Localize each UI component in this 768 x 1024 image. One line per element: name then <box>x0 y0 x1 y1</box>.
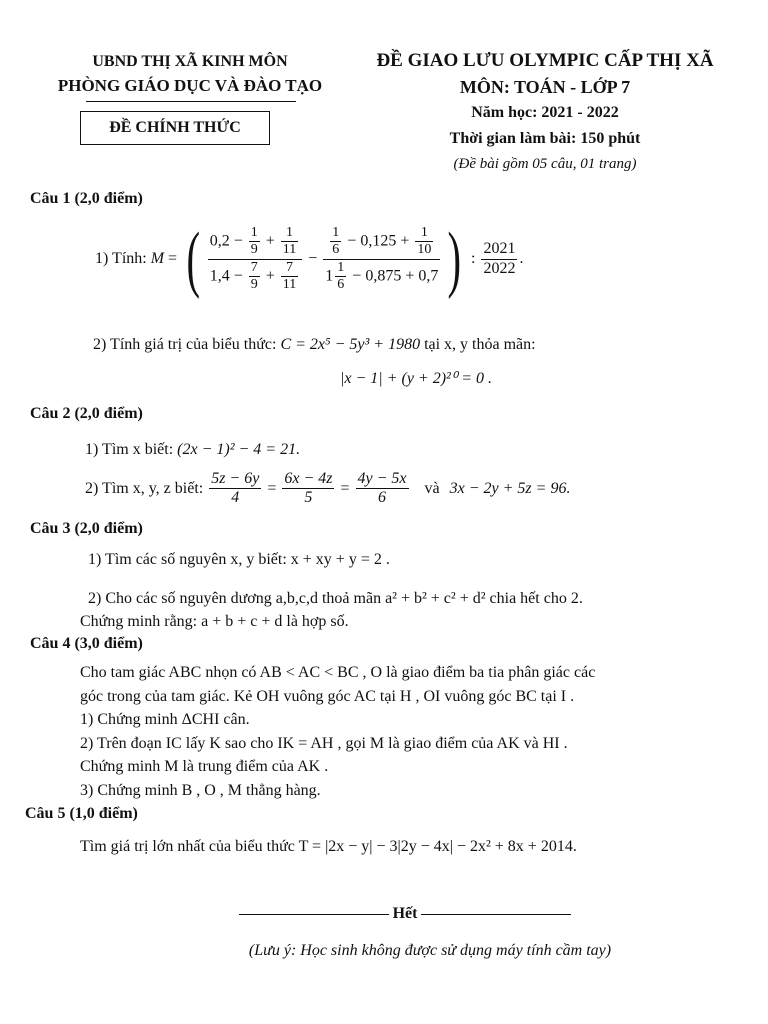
q2-fraction-2: $\frac{6x - 4z}{5}$ <box>284 470 333 507</box>
q2-equation-1: (2x − 1)² − 4 = 21. <box>177 441 301 458</box>
question-4-line-6: 3) Chứng minh B , O , M thẳng hàng. <box>80 782 321 799</box>
calculator-note: (Lưu ý: Học sinh không được sử dụng máy tính cầm tay) <box>248 942 612 959</box>
exam-page-note: (Đề bài gồm 05 câu, 01 trang) <box>453 156 637 172</box>
question-1-part-2: 2) Tính giá trị của biểu thức: C = 2x⁵ − 5y³ + 1980 tại x, y thỏa mãn: <box>93 336 536 353</box>
question-4-line-2: góc trong của tam giác. Kẻ OH vuông góc AC tại H , OI vuông góc BC tại I . <box>80 688 575 705</box>
q1-expression-c: C = 2x⁵ − 5y³ + 1980 <box>280 336 421 353</box>
fraction-1-numerator: 0,2 − $\frac{1}{9}$ + $\frac{1}{11}$ <box>208 225 303 259</box>
exam-title: ĐỀ GIAO LƯU OLYMPIC CẤP THỊ XÃ <box>376 50 714 71</box>
q1-fraction-2 <box>323 225 440 292</box>
question-1-part-1: 1) Tính: M = ( 0,2 − $\frac{1}{9}$ + $\frac{1}{11}$ 1,4 − $\frac{7}{9}$ + $\frac{7}{11}$ − $\frac{1}{6}$ − 0,125 + $\frac{1}{10}$ 1 $\frac{1}{6}$ − 0,875 + 0,7 ) : $\frac{2021}{2022}$ . <box>95 218 524 300</box>
end-dash-left <box>239 914 389 915</box>
header-divider <box>86 101 296 102</box>
question-3-part-2b: Chứng minh rằng: a + b + c + d là hợp số. <box>80 613 349 630</box>
exam-subject: MÔN: TOÁN - LỚP 7 <box>459 77 631 97</box>
fraction-2-numerator: $\frac{1}{6}$ − 0,125 + $\frac{1}{10}$ <box>323 225 440 259</box>
q1-condition-equation: |x − 1| + (y + 2)²⁰ = 0 . <box>340 370 493 387</box>
question-4-heading: Câu 4 (3,0 điểm) <box>30 635 143 652</box>
q1-fraction-1 <box>208 225 303 292</box>
question-4-line-4: 2) Trên đoạn IC lấy K sao cho IK = AH , gọi M là giao điểm của AK và HI . <box>80 735 568 752</box>
q1-p1-label: 1) Tính: <box>95 250 151 267</box>
question-3-part-1: 1) Tìm các số nguyên x, y biết: x + xy + y = 2 . <box>88 551 390 568</box>
q1-tail-fraction: $\frac{2021}{2022}$ <box>483 240 516 277</box>
question-2-part-1: 1) Tìm x biết: (2x − 1)² − 4 = 21. <box>85 441 301 458</box>
left-paren: ( <box>186 218 201 300</box>
question-4-line-1: Cho tam giác ABC nhọn có AB < AC < BC , O là giao điểm ba tia phân giác các <box>80 664 596 681</box>
office-name: PHÒNG GIÁO DỤC VÀ ĐÀO TẠO <box>57 76 323 95</box>
header-left <box>40 50 340 98</box>
question-2-part-2: 2) Tìm x, y, z biết: $\frac{5z - 6y}{4}$ = $\frac{6x - 4z}{5}$ = $\frac{4y - 5x}{6}$ và 3x − 2y + 5z = 96. <box>85 470 571 507</box>
q2-fraction-3: $\frac{4y - 5x}{6}$ <box>357 470 407 507</box>
end-dash-right <box>421 914 571 915</box>
fraction-2-denominator: 1 $\frac{1}{6}$ − 0,875 + 0,7 <box>325 259 439 292</box>
right-paren: ) <box>447 218 462 300</box>
question-3-heading: Câu 3 (2,0 điểm) <box>30 520 143 537</box>
question-4-line-3: 1) Chứng minh ΔCHI cân. <box>80 711 250 728</box>
fraction-1-denominator: 1,4 − $\frac{7}{9}$ + $\frac{7}{11}$ <box>209 259 297 292</box>
question-5-heading: Câu 5 (1,0 điểm) <box>25 805 138 822</box>
q1-p1-var: M <box>150 250 165 267</box>
end-marker <box>230 905 580 923</box>
school-year: Năm học: 2021 - 2022 <box>471 104 619 121</box>
official-stamp-box: ĐỀ CHÍNH THỨC <box>80 111 270 145</box>
question-2-heading: Câu 2 (2,0 điểm) <box>30 405 143 422</box>
header-right <box>345 48 745 176</box>
end-text: Hết <box>392 905 418 922</box>
question-5-line-1: Tìm giá trị lớn nhất của biểu thức T = |2x − y| − 3|2y − 4x| − 2x² + 8x + 2014. <box>80 838 577 855</box>
exam-duration: Thời gian làm bài: 150 phút <box>449 130 641 147</box>
q2-fraction-1: $\frac{5z - 6y}{4}$ <box>211 470 260 507</box>
department-name: UBND THỊ XÃ KINH MÔN <box>92 53 288 70</box>
q2-equation-2: 3x − 2y + 5z = 96. <box>449 479 571 497</box>
question-1-heading: Câu 1 (2,0 điểm) <box>30 190 143 207</box>
question-4-line-5: Chứng minh M là trung điểm của AK . <box>80 758 329 775</box>
question-3-part-2a: 2) Cho các số nguyên dương a,b,c,d thoả mãn a² + b² + c² + d² chia hết cho 2. <box>88 590 583 607</box>
